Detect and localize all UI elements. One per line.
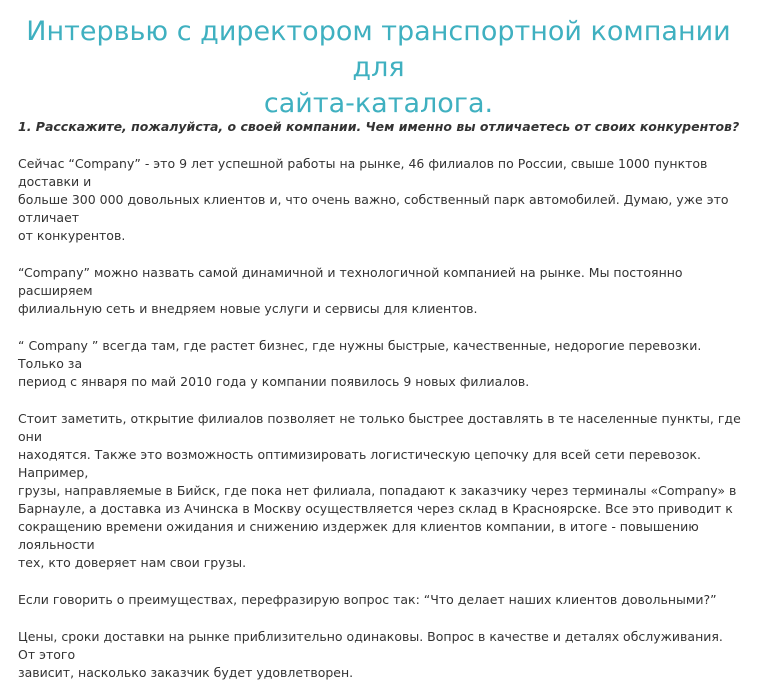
paragraph-line: Цены, сроки доставки на рынке приблизительно одинаковы. Вопрос в качестве и деталях обслуживания. От этого <box>18 629 723 662</box>
paragraph-line: грузы, направляемые в Бийск, где пока нет филиала, попадают к заказчику через терминалы «Company» в <box>18 483 737 498</box>
article-title <box>0 0 757 122</box>
paragraph-line: Сейчас “Company” - это 9 лет успешной работы на рынке, 46 филиалов по России, свыше 1000 пунктов доставки и <box>18 156 708 189</box>
paragraph-line: зависит, насколько заказчик будет удовлетворен. <box>18 665 354 680</box>
paragraph-line: “ Company ” всегда там, где растет бизнес, где нужны быстрые, качественные, недорогие перевозки. Только за <box>18 338 702 371</box>
paragraph-3 <box>18 337 742 391</box>
paragraph-line: больше 300 000 довольных клиентов и, что очень важно, собственный парк автомобилей. Думаю, уже это отличает <box>18 192 729 225</box>
article-title-line-1: Интервью с директором транспортной компании для <box>26 16 731 83</box>
interview-question: 1. Расскажите, пожалуйста, о своей компании. Чем именно вы отличаетесь от своих конкурентов? <box>18 119 740 134</box>
paragraph-line: Стоит заметить, открытие филиалов позволяет не только быстрее доставлять в те населенные пункты, где они <box>18 411 741 444</box>
paragraph-line: Барнауле, а доставка из Ачинска в Москву осуществляется через склад в Красноярске. Все это приводит к <box>18 501 733 516</box>
article-content <box>18 118 742 682</box>
paragraph-2 <box>18 264 742 318</box>
paragraph-line: сокращению времени ожидания и снижению издержек для клиентов компании, в итоге - повышению лояльности <box>18 519 699 552</box>
paragraph-line: тех, кто доверяет нам свои грузы. <box>18 555 247 570</box>
paragraph-line: период с января по май 2010 года у компании появилось 9 новых филиалов. <box>18 374 530 389</box>
paragraph-line: от конкурентов. <box>18 228 126 243</box>
paragraph-5 <box>18 591 742 609</box>
paragraph-1 <box>18 155 742 245</box>
paragraph-line: находятся. Также это возможность оптимизировать логистическую цепочку для всей сети перевозок. Например, <box>18 447 702 480</box>
paragraph-6 <box>18 628 742 682</box>
paragraph-line: филиальную сеть и внедряем новые услуги и сервисы для клиентов. <box>18 301 478 316</box>
paragraph-line: Если говорить о преимуществах, перефразирую вопрос так: “Что делает наших клиентов довольными?” <box>18 592 717 607</box>
paragraph-line: “Company” можно назвать самой динамичной и технологичной компанией на рынке. Мы постоянно расширяем <box>18 265 683 298</box>
paragraph-4 <box>18 410 742 572</box>
article-title-line-2: сайта-каталога. <box>263 88 494 119</box>
